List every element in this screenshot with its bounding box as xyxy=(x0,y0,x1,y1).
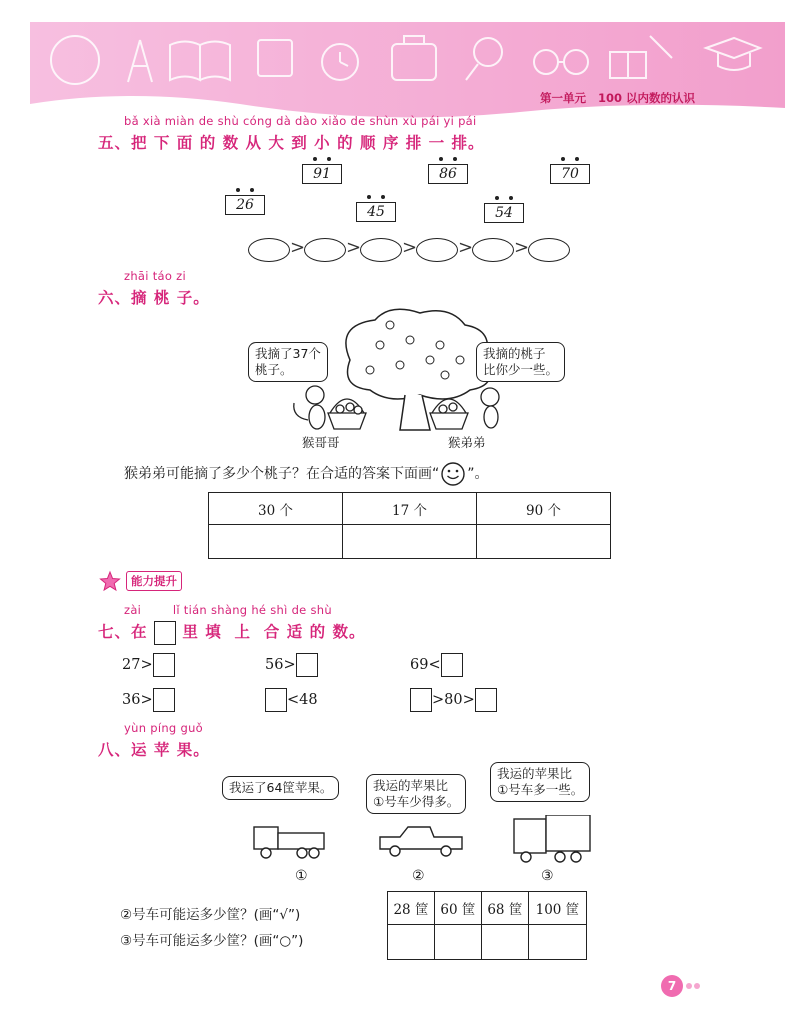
answer-box[interactable] xyxy=(441,653,463,677)
fill-item-4: 36> xyxy=(122,688,175,712)
q8-question-2: ②号车可能运多少筐？(画“√”) xyxy=(120,907,301,923)
number-tag-54: 54 xyxy=(484,203,524,223)
badge-label: 能力提升 xyxy=(126,571,182,591)
page-dot xyxy=(686,983,692,989)
option-cell: 30 个 xyxy=(209,493,343,525)
fill-item-2: 56> xyxy=(265,653,318,677)
option-cell: 17 个 xyxy=(343,493,477,525)
fill-item-1: 27> xyxy=(122,653,175,677)
title-box xyxy=(154,621,176,645)
answer-cell[interactable] xyxy=(343,525,477,559)
pickup-truck-icon xyxy=(380,827,462,856)
option-cell: 100 筐 xyxy=(528,892,586,925)
answer-cell[interactable] xyxy=(388,925,435,960)
gt-sign: > xyxy=(290,237,306,258)
truck-3-bubble: 我运的苹果比 ①号车多一些。 xyxy=(490,762,590,802)
q6-title: 六、摘 桃 子。 xyxy=(98,289,210,307)
answer-cell[interactable] xyxy=(209,525,343,559)
q5-title: 五、把 下 面 的 数 从 大 到 小 的 顺 序 排 一 排。 xyxy=(98,134,485,152)
number-tag-45: 45 xyxy=(356,202,396,222)
answer-box[interactable] xyxy=(296,653,318,677)
speech-bubble-left: 我摘了37个 桃子。 xyxy=(248,342,328,382)
monkey-left-icon xyxy=(294,386,325,429)
answer-oval-4[interactable] xyxy=(416,238,458,262)
q7-title: 七、在 里 填 上 合 适 的 数。 xyxy=(98,620,366,645)
truck-1-bubble: 我运了64筐苹果。 xyxy=(222,776,339,800)
answer-cell[interactable] xyxy=(434,925,481,960)
gt-sign: > xyxy=(346,237,362,258)
topic-label: 100 以内数的认识 xyxy=(598,91,696,105)
gt-sign: > xyxy=(402,237,418,258)
option-cell: 28 筐 xyxy=(388,892,435,925)
answer-oval-6[interactable] xyxy=(528,238,570,262)
q8-pinyin: yùn píng guǒ xyxy=(124,721,204,735)
answer-box[interactable] xyxy=(153,688,175,712)
truck-2-bubble: 我运的苹果比 ①号车少得多。 xyxy=(366,774,466,814)
page-number: 7 xyxy=(661,975,683,997)
q6-pinyin: zhāi táo zi xyxy=(124,269,187,283)
number-tag-86: 86 xyxy=(428,164,468,184)
basket-right-icon xyxy=(430,399,468,429)
speech-bubble-right: 我摘的桃子 比你少一些。 xyxy=(476,342,565,382)
q7-pinyin: zài lǐ tián shàng hé shì de shù xyxy=(124,603,332,617)
answer-oval-5[interactable] xyxy=(472,238,514,262)
header-title xyxy=(540,90,707,106)
dump-truck-icon xyxy=(254,827,324,858)
option-cell: 68 筐 xyxy=(481,892,528,925)
number-tag-91: 91 xyxy=(302,164,342,184)
monkey-right-name: 猴弟弟 xyxy=(448,435,486,450)
answer-box[interactable] xyxy=(475,688,497,712)
answer-box[interactable] xyxy=(265,688,287,712)
gt-sign: > xyxy=(514,237,530,258)
semi-truck-icon xyxy=(514,815,590,862)
star-icon xyxy=(98,570,122,592)
monkey-right-icon xyxy=(481,388,499,428)
monkey-left-name: 猴哥哥 xyxy=(302,435,340,450)
answer-oval-1[interactable] xyxy=(248,238,290,262)
fill-item-3: 69< xyxy=(410,653,463,677)
q6-question: 猴弟弟可能摘了多少个桃子？在合适的答案下面画“ ”。 xyxy=(124,461,489,487)
unit-label: 第一单元 xyxy=(540,91,586,105)
answer-cell[interactable] xyxy=(481,925,528,960)
page-dot xyxy=(694,983,700,989)
fill-item-6: >80> xyxy=(410,688,497,712)
truck-3-label: ③ xyxy=(541,868,554,884)
q8-title: 八、运 苹 果。 xyxy=(98,741,210,759)
section-badge xyxy=(98,570,182,592)
option-cell: 60 筐 xyxy=(434,892,481,925)
number-tag-70: 70 xyxy=(550,164,590,184)
answer-cell[interactable] xyxy=(477,525,611,559)
option-cell: 90 个 xyxy=(477,493,611,525)
answer-oval-2[interactable] xyxy=(304,238,346,262)
truck-2-label: ② xyxy=(412,868,425,884)
q8-question-3: ③号车可能运多少筐？(画“○”) xyxy=(120,933,304,949)
vehicles-illustration xyxy=(250,815,595,865)
number-tag-26: 26 xyxy=(225,195,265,215)
answer-box[interactable] xyxy=(153,653,175,677)
gt-sign: > xyxy=(458,237,474,258)
smiley-face-icon xyxy=(439,461,467,487)
q5-pinyin: bǎ xià miàn de shù cóng dà dào xiǎo de shùn xù pái yi pái xyxy=(124,114,477,128)
q8-answer-table xyxy=(387,891,587,960)
fill-item-5: <48 xyxy=(265,688,318,712)
answer-cell[interactable] xyxy=(528,925,586,960)
truck-1-label: ① xyxy=(295,868,308,884)
basket-left-icon xyxy=(328,399,366,429)
answer-oval-3[interactable] xyxy=(360,238,402,262)
q6-answer-table xyxy=(208,492,611,559)
answer-box[interactable] xyxy=(410,688,432,712)
